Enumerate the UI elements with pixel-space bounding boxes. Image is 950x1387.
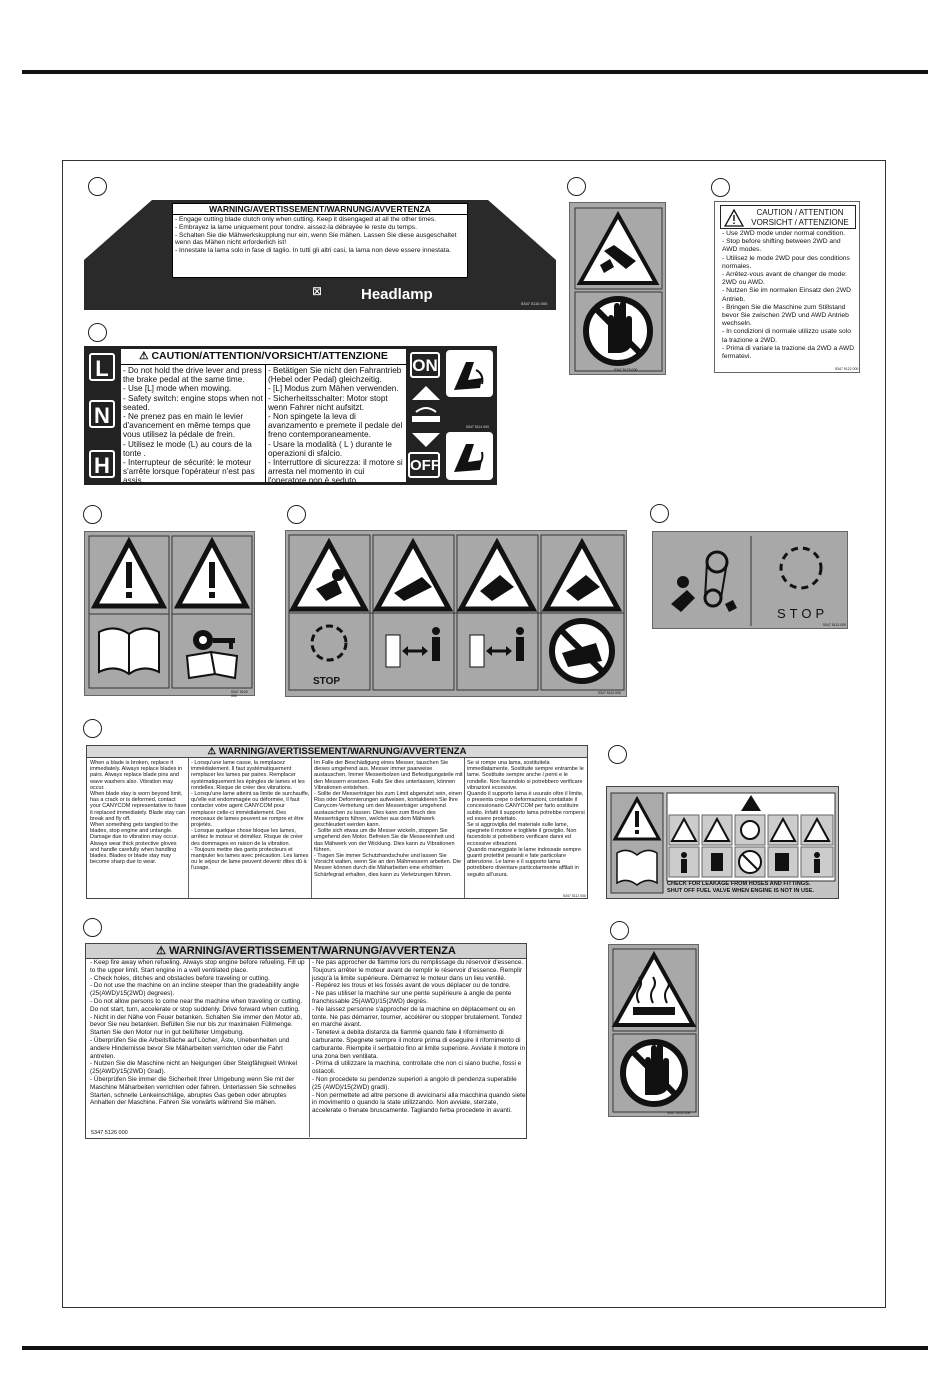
part-number: 5347 5116 000 (521, 301, 548, 306)
warning-text (173, 215, 467, 256)
caution-panel (121, 349, 406, 486)
warning-line: - Innestate la lama solo in fase di taglio. In tutti gli altri casi, la lama non deve essere innestata. (175, 247, 451, 255)
decal-pinch-hazard (569, 202, 666, 375)
callout-6 (287, 505, 306, 524)
lever-down-icon (446, 432, 493, 480)
warning-triangle-icon: ⚠ (156, 945, 166, 957)
callout-3 (711, 178, 730, 197)
part-number: 5347 5109 000 (231, 690, 248, 698)
caution-header-text: CAUTION/ATTENTION/VORSICHT/ATTENZIONE (151, 350, 388, 362)
callout-8 (83, 719, 102, 738)
decal-hot-surface (608, 944, 699, 1117)
warning-col-left: - Keep fire away when refueling. Always stop engine before refueling. Fill up to the upper limit. Start engine in a well ventilated place. - Check holes, ditches and obstacles before traveling or cutting. - Do not use the machine on an incline steeper than the gradeability angle (25(AWD)/15(2WD) degrees). - Do not allow persons to come near the machine when traveling or cutting. Do not start, turn, accelerate or stop suddenly. Drive forward when cutting. - Nicht in der Nähe von Feuer betanken. Schalten Sie immer den Motor ab, bevor Sie neu betanken. Befüllen Sie nur bis zur maximalen Füllmenge. Starten Sie den Motor nur in gut belüfteter Umgebung. - Überprüfen Sie die Arbeitsfläche auf Löcher, Äste, Unebenheiten und andere Hindernisse bevor Sie Mäharbeiten verrichten oder die Fahrt antreten. - Nutzen Sie die Maschine nicht an Neigungen über Steigfähigkeit Winkel (25(AWD)/15(2WD) Grad). - Überprüfen Sie immer die Sicherheit Ihrer Umgebung wenn Sie mit der Maschine Mäharbeiten verrichten oder fahren. Unterlassen Sie schnelles Starten, schnelle Lenkeinschläge, abruptes Gas geben oder abruptes Anhalten der Maschine. Fahren Sie vorwärts während Sie mähen. (90, 959, 305, 1107)
off-text: OFF (410, 457, 440, 474)
hot-surface-icons (609, 945, 700, 1118)
on-text: ON (412, 356, 438, 375)
decal-blade-hazard (285, 530, 627, 697)
check-leakage-text (667, 881, 837, 895)
read-manual-icons (85, 532, 256, 697)
warning-line: - Engage cutting blade clutch only when cutting. Keep it disengaged at all the other times. (175, 216, 436, 223)
stop-label: STOP (313, 676, 341, 687)
warning-col-en: When a blade is broken, replace it immediately. Always replace blades in pairs. Always replace blade pins and wave washers also. Vibration may occur. When blade stay is worn beyond limit, has a crack or is deformed, contact your CANYCOM representative to have it replaced immediately. Blade stay can break and fly off. When something gets tangled to the blades, stop engine and untangle. Damage due to vibration may occur. Always wear thick protective gloves and handle carefully when handling blades. Blades or blade stay may become sharp due to wear. (90, 760, 187, 866)
caution-col-1: - Do not hold the drive lever and press the brake pedal at the same time. - Use [L] mode when mowing. - Safety switch: engine stops when not seated. - Ne prenez pas en main le levier d'avancement en même temps que vous utilisez la pédale de frein. - Utilisez le mode (L) au cours de la tonte . - Interrupteur de sécurité: le moteur s'arrête lorsque l'opérateur n'est pas assis. (123, 366, 263, 486)
callout-10 (83, 918, 102, 937)
warning-header (86, 944, 526, 959)
caution-header (121, 349, 406, 365)
part-number: 5347 5112 000 (563, 894, 587, 898)
callout-9 (608, 745, 627, 764)
warning-col-right: - Ne pas approcher de flamme lors du remplissage du réservoir d'essence. Toujours arrêter le moteur avant de remplir le réservoir d'essence. Remplir jusqu'à la limite supérieure. Démarrez le moteur dans un lieu ventilé. - Repérez les trous et les fossés avant de vous déplacer ou de tondre. - Ne pas utiliser la machine sur une pente supérieure à angle de pente franchissable 25(AWD)/15(2WD) degrés. - Ne laissez personne s'approcher de la machine en déplacement ou en tonte. Ne pas démarrer, tourner, accélérer ou stopper brutalement. Tondez en marche avant. - Tenetevi a debita distanza da fiamme quando fate il rifornimento di carburante. Spegnete sempre il motore prima di eseguire il rifornimento di carburante. Riempite il serbatoio fino al limite superiore. Avviate il motore in una zona ben ventilata. - Prima di utilizzare la machina, controllate che non ci siano buche, fossi e ostacoli. - Non procedete su pendenze superiori a angolo di pendenza superabile (25 (AWD)/15(2WD) gradi). - Non permettete ad altre persone di avvicinarsi alla macchina quando siete in movimento o quando la state utilizzando. Non avviate, sterzate, accelerate o frenate bruscamente. Tagliando ferba procedete in avanti. (312, 959, 526, 1115)
warning-col-it: Se si rompe una lama, sostituitela immediatamente. Sostituite sempre entrambe le lame. Sostituite sempre anche i perni e le rondelle. Non facendolo si potrebbero verificare vibrazioni eccessive. Quando il supporto lama è usurato oltre il limite, o presenta crepe o deformazioni, contattate il concessionario CANYCOM per farlo sostituire subito. Infatti il supporto lama potrebbe rompersi ed essere proiettato. Se si aggroviglia del materiale sulle lame, spegnete il motore e toglilete il groviglio. Non facendolo si potrebbero verificare danni ed eccessive vibrazioni. Quando maneggiate le lame indossate sempre guanti protettivi pesanti e fate particolare attenzione. Le lame e il supporto lama potrebbero diventare particolarmente affilati in seguito all'usura. (467, 760, 585, 878)
warning-line: - Schalten Sie die Mähwerkskupplung nur ein, wenn Sie mähen. Lassen Sie diese ausgeschaltet wenn das Mähen nicht erforderlich ist! (175, 231, 457, 247)
bottom-rule (22, 1346, 928, 1350)
headlamp-label: Headlamp (361, 286, 433, 303)
part-number: 5347 5102 000 (667, 1111, 691, 1115)
caution-divider (265, 365, 266, 482)
mode-letter-l (89, 353, 115, 381)
blade-hazard-icons (286, 531, 628, 698)
pinch-hazard-icons (570, 203, 667, 376)
caution-header-2: VORSICHT / ATTENZIONE (751, 218, 849, 227)
warning-header-text: WARNING/AVERTISSEMENT/WARNUNG/AVVERTENZA (218, 746, 467, 757)
callout-11 (610, 921, 629, 940)
caution-text: - Use 2WD mode under normal condition. - Stop before shifting between 2WD and AWD modes. - Utilisez le mode 2WD pour des conditions normales. - Arrêtez-vous avant de changer de mode: 2WD ou AWD. - Nutzen Sie im normalen Einsatz den 2WD Antrieb. - Bringen Sie die Maschine zum Stillstand bevor Sie zwischen 2WD und AWD Antrieb wechseln. - In condizioni di normale utilizzo usate solo la trazione a 2WD. - Prima di variare la trazione da 2WD a AWD fermatevi. (722, 230, 855, 361)
decal-warning-box (172, 203, 468, 278)
warning-header: WARNING/AVERTISSEMENT/WARNUNG/AVVERTENZA (173, 204, 467, 215)
callout-5 (83, 505, 102, 524)
part-number: 5347 5113 000 (823, 623, 847, 627)
decal-blade-clutch (84, 200, 556, 310)
decal-refuel-warning (85, 943, 527, 1139)
off-indicator (408, 452, 440, 478)
callout-4 (88, 323, 107, 342)
col-divider (188, 758, 189, 898)
headlamp-switch-icon: ⊠ (312, 284, 323, 298)
decal-2wd-awd-caution (714, 201, 860, 373)
col-divider (464, 758, 465, 898)
mode-letter-text: L (95, 356, 109, 381)
decal-drive-mode-caution (84, 346, 497, 485)
col-divider (309, 959, 310, 1137)
check-leakage-line: CHECK FOR LEAKAGE FROM HOSES AND FITTINGS. (667, 881, 811, 887)
warning-triangle-icon: ⚠ (207, 746, 217, 757)
top-rule (22, 70, 928, 74)
callout-2 (567, 177, 586, 196)
decal-belt-hazard (652, 531, 848, 629)
fuel-valve-line: SHUT OFF FUEL VALVE WHEN ENGINE IS NOT IN USE. (667, 888, 814, 894)
on-indicator (410, 352, 440, 378)
caution-header-1: CAUTION / ATTENTION (756, 208, 844, 217)
mower-deck-icon (408, 402, 444, 432)
caution-col-2: - Betätigen Sie nicht den Fahrantrieb (Hebel oder Pedal) gleichzeitig. - [L] Modus zum Mähen verwenden. - Sicherheitsschalter: Motor stopt wenn Fahrer nicht aufsitzt. - Non spingete la leva di avanzamento e premete il pedale del freno contemporaneamente. - Usare la modalità ( L ) durante le operazioni di sfalcio. - Interruttore di sicurezza: il motore si arresta nel momento in cui l'operatore non è seduto. (268, 366, 403, 486)
decal-blade-warning (86, 745, 588, 899)
callout-1 (88, 177, 107, 196)
warning-col-fr: - Lorsqu'une lame casse, la remplacez immédiatement. Il faut systématiquement remplacer les lames par paires. Remplacer systématiquement les épingles de lames et les rondelles. Risque de créer des vibrations. - Lorsqu'une lame atteint sa limite de surchauffe, qu'elle est endommagée ou déformée, il faut contacter votre agent CANYCOM pour remplacer celle-ci immédiatement. Des morceaux de lames peuvent se rompre et être projetés. - Lorsque quelque chose bloque les lames, arrêtez le moteur et démêlez. Risque de créer des dommages en raison de la vibration. - Toujours mettre des gants protecteurs et manipuler les lames avec précaution. Les lames ou le séjour de lame peuvent devenir dites dû à l'usage. (191, 760, 310, 872)
mode-letter-n (89, 400, 115, 428)
stop-label: STOP (777, 606, 829, 621)
warning-header (87, 746, 587, 758)
caution-box (720, 205, 856, 229)
caution-triangle-icon: ⚠ (139, 350, 149, 362)
warning-line: - Embrayez la lame uniquement pour tondre. aissez-la débrayée le reste du temps. (175, 223, 417, 231)
col-divider (311, 758, 312, 898)
callout-7 (650, 504, 669, 523)
warning-col-de: Im Falle der Beschädigung eines Messer, tauschen Sie dieses umgehend aus. Messer immer paarweise austauschen. Immer Messerbolzen und Befestigungsteile mit den Messern ersetzen. Falls Sie dies unterlassen, können Vibrationen entstehen. - Sollte der Messerträger bis zum Limit abgenutzt sein, einen Riss oder Deformierungen aufweisen, kontaktieren Sie Ihre Canycom-Vertretung um den Messerträger umgehend austauschen zu lassen. Dies kann zum Bruch des Messerträgers führen, welcher aus dem Mähwerk geschleudert werden kann. - Sollte sich etwas um die Messer wickeln, stoppen Sie umgehend den Motor. Befreien Sie die Messereinheit und das Mähwerk von der Wicklung. Dies kann zu Vibrationen führen. - Tragen Sie immer Schutzhandschuhe und lassen Sie Vorsicht walten, wenn Sie an den Mähmessern arbeiten. Die Messer können durch die Mäharbeiten eine erhöhten Schärfegrad erhalten, dies kann zu Verletzungen führen. (314, 760, 463, 878)
decal-read-manual (84, 531, 255, 696)
mode-letter-h (89, 450, 115, 478)
part-number: 5347 5114 000 (466, 425, 490, 429)
down-arrow-icon (408, 431, 444, 451)
part-number: 5347 5122 000 (835, 367, 859, 371)
warning-header-text: WARNING/AVERTISSEMENT/WARNUNG/AVVERTENZA (169, 945, 456, 957)
part-number: 5347 5126 000 (91, 1130, 128, 1136)
mode-letter-text: N (94, 403, 110, 428)
part-number: 5347 5125 000 (614, 368, 638, 372)
decal-fuel-hoses (606, 786, 839, 899)
part-number: 5347 5110 000 (598, 691, 622, 695)
lever-up-icon (446, 350, 493, 397)
caution-triangle-icon (724, 209, 744, 227)
mode-letter-text: H (94, 453, 110, 478)
